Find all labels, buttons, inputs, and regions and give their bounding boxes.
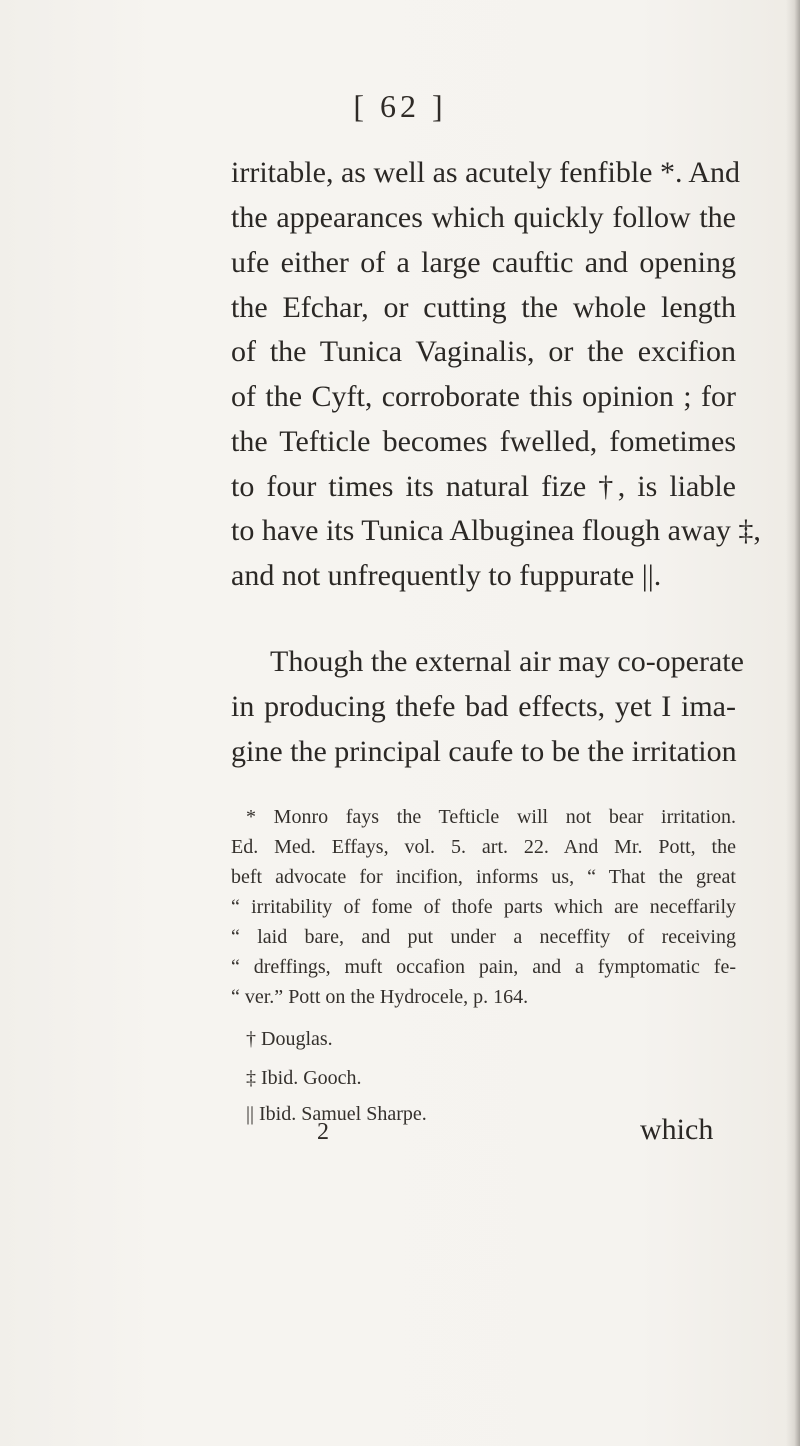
text-line: the appearances which quickly follow the	[231, 201, 736, 234]
catchword: which	[640, 1113, 714, 1146]
footnote-dagger: † Douglas.	[246, 1028, 333, 1050]
text-line: of the Cyft, corroborate this opinion ; for	[231, 380, 736, 413]
page-edge-shadow	[786, 0, 800, 1446]
footnote-line: “ ver.” Pott on the Hydrocele, p. 164.	[231, 986, 529, 1008]
text-line: and not unfrequently to fuppurate ||.	[231, 559, 662, 592]
footnote-line: “ laid bare, and put under a neceffity of receiving	[231, 926, 736, 948]
footnote-line: beft advocate for incifion, informs us, “ That the great	[231, 866, 736, 888]
text-line: in producing thefe bad effects, yet I ima-	[231, 690, 736, 723]
text-line: irritable, as well as acutely fenfible *. And	[231, 156, 740, 189]
text-line: the Efchar, or cutting the whole length	[231, 291, 736, 324]
footnote-line: “ irritability of fome of thofe parts which are neceffarily	[231, 896, 736, 918]
footnote-line: Ed. Med. Effays, vol. 5. art. 22. And Mr. Pott, the	[231, 836, 736, 858]
signature-mark: 2	[317, 1119, 329, 1145]
text-line: to four times its natural fize †, is liable	[231, 470, 736, 503]
text-line: gine the principal caufe to be the irritation	[231, 735, 737, 768]
page-number: [ 62 ]	[353, 88, 447, 124]
text-line: Though the external air may co-operate	[270, 645, 744, 678]
text-line: of the Tunica Vaginalis, or the excifion	[231, 335, 736, 368]
footnote-line: * Monro fays the Tefticle will not bear irritation.	[246, 806, 736, 828]
footnote-parallel: || Ibid. Samuel Sharpe.	[246, 1103, 427, 1125]
text-line: ufe either of a large cauftic and opening	[231, 246, 736, 279]
footnote-line: “ dreffings, muft occafion pain, and a fymptomatic fe-	[231, 956, 736, 978]
text-line: to have its Tunica Albuginea flough away ‡,	[231, 514, 761, 547]
footnote-double-dagger: ‡ Ibid. Gooch.	[246, 1067, 362, 1089]
text-line: the Tefticle becomes fwelled, fometimes	[231, 425, 736, 458]
